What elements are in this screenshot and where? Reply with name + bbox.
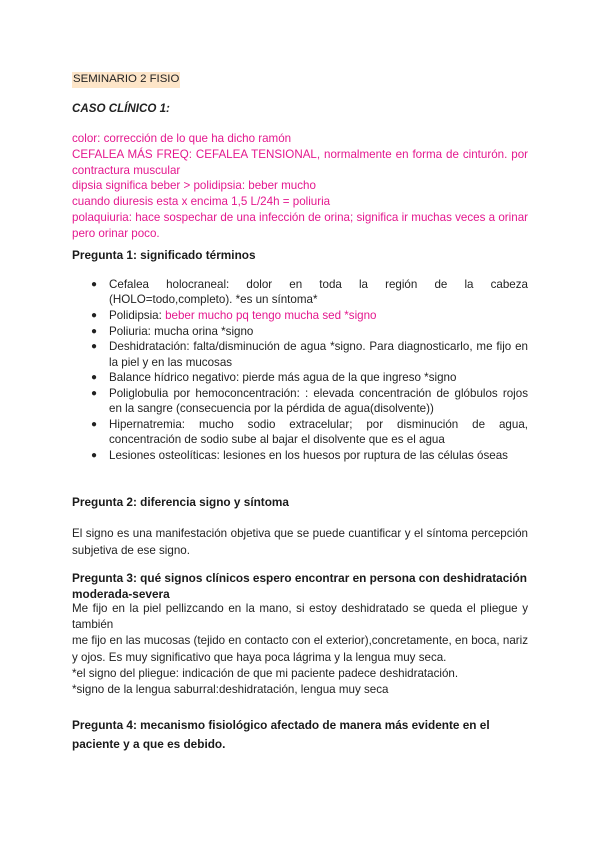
- list-item: [72, 277, 528, 307]
- term-label: Balance hídrico negativo:: [109, 371, 240, 385]
- term-definition: dolor en toda la región de la cabeza (HOLO=todo,completo). *es un síntoma*: [109, 278, 528, 307]
- term-label: Lesiones osteolíticas:: [109, 448, 220, 462]
- bullet-icon: ●: [91, 449, 98, 461]
- question-4-heading: Pregunta 4: mecanismo fisiológico afectado de manera más evidente en el paciente y a que es debido.: [72, 718, 490, 751]
- answer-line: me fijo en las mucosas (tejido en contacto con el exterior),concretamente, en boca, nariz y ojos. Es muy significativo que haya poca lágrima y la lengua muy seca.: [72, 634, 528, 664]
- note-line: polaquiuria: hace sospechar de una infección de orina; significa ir muchas veces a orinar pero orinar poco.: [72, 210, 528, 240]
- bullet-icon: ●: [91, 341, 98, 353]
- note-line: color: corrección de lo que ha dicho ramón: [72, 132, 292, 145]
- term-label: Hipernatremia:: [109, 417, 186, 431]
- bullet-icon: ●: [91, 325, 98, 337]
- note-line: dipsia significa beber > polidipsia: beber mucho: [72, 179, 316, 193]
- list-item: [72, 448, 528, 463]
- list-item: [72, 308, 528, 323]
- term-label: Cefalea holocraneal:: [109, 278, 230, 291]
- answer-line: Me fijo en la piel pellizcando en la mano, si estoy deshidratado se queda el pliegue y también: [72, 602, 528, 632]
- question-3-answer: [72, 601, 528, 698]
- question-2-answer: El signo es una manifestación objetiva que se puede cuantificar y el síntoma percepción subjetiva de ese signo.: [72, 527, 528, 557]
- case-title: CASO CLÍNICO 1:: [72, 102, 170, 115]
- term-label: Polidipsia:: [109, 308, 162, 322]
- question-2-heading: Pregunta 2: diferencia signo y síntoma: [72, 495, 289, 509]
- note-line: cuando diuresis esta x encima 1,5 L/24h = poliuria: [72, 195, 331, 209]
- answer-line: *el signo del pliegue: indicación de que mi paciente padece deshidratación.: [72, 666, 459, 680]
- term-definition: mucha orina *signo: [150, 324, 254, 338]
- bullet-icon: ●: [91, 372, 98, 384]
- list-item: [72, 339, 528, 369]
- term-definition: mucho sodio extracelular; por disminución de agua, concentración de sodio sube al bajar el disolvente que es el agua: [109, 417, 528, 447]
- term-definition: beber mucho pq tengo mucha sed *signo: [161, 308, 377, 322]
- term-definition: pierde más agua de la que ingreso *signo: [239, 371, 457, 385]
- terms-list: [72, 277, 528, 463]
- correction-notes: [72, 131, 528, 242]
- question-1-heading: Pregunta 1: significado términos: [72, 248, 256, 262]
- term-label: Poliglobulia por hemoconcentración:: [109, 386, 300, 400]
- document-title: SEMINARIO 2 FISIO: [72, 72, 180, 88]
- bullet-icon: ●: [91, 387, 98, 399]
- note-line: CEFALEA MÁS FREQ: CEFALEA TENSIONAL, normalmente en forma de cinturón. por contractura muscular: [72, 147, 528, 177]
- list-item: [72, 386, 528, 416]
- term-definition: falta/disminución de agua *signo. Para diagnosticarlo, me fijo en la piel y en las mucosas: [109, 340, 528, 369]
- bullet-icon: ●: [91, 418, 98, 430]
- bullet-icon: ●: [91, 309, 98, 321]
- list-item: [72, 370, 528, 385]
- term-definition: lesiones en los huesos por ruptura de las células óseas: [219, 448, 508, 462]
- term-label: Poliuria:: [109, 324, 151, 338]
- bullet-icon: ●: [91, 279, 98, 290]
- answer-line: *signo de la lengua saburral:deshidratación, lengua muy seca: [72, 683, 389, 697]
- question-3-heading: Pregunta 3: qué signos clínicos espero encontrar en persona con deshidratación moderada-severa: [72, 571, 527, 601]
- term-label: Deshidratación:: [109, 340, 190, 354]
- list-item: [72, 417, 528, 447]
- list-item: [72, 324, 528, 339]
- term-definition: : elevada concentración de glóbulos rojos en la sangre (consecuencia por la pérdida de agua(disolvente)): [109, 386, 529, 416]
